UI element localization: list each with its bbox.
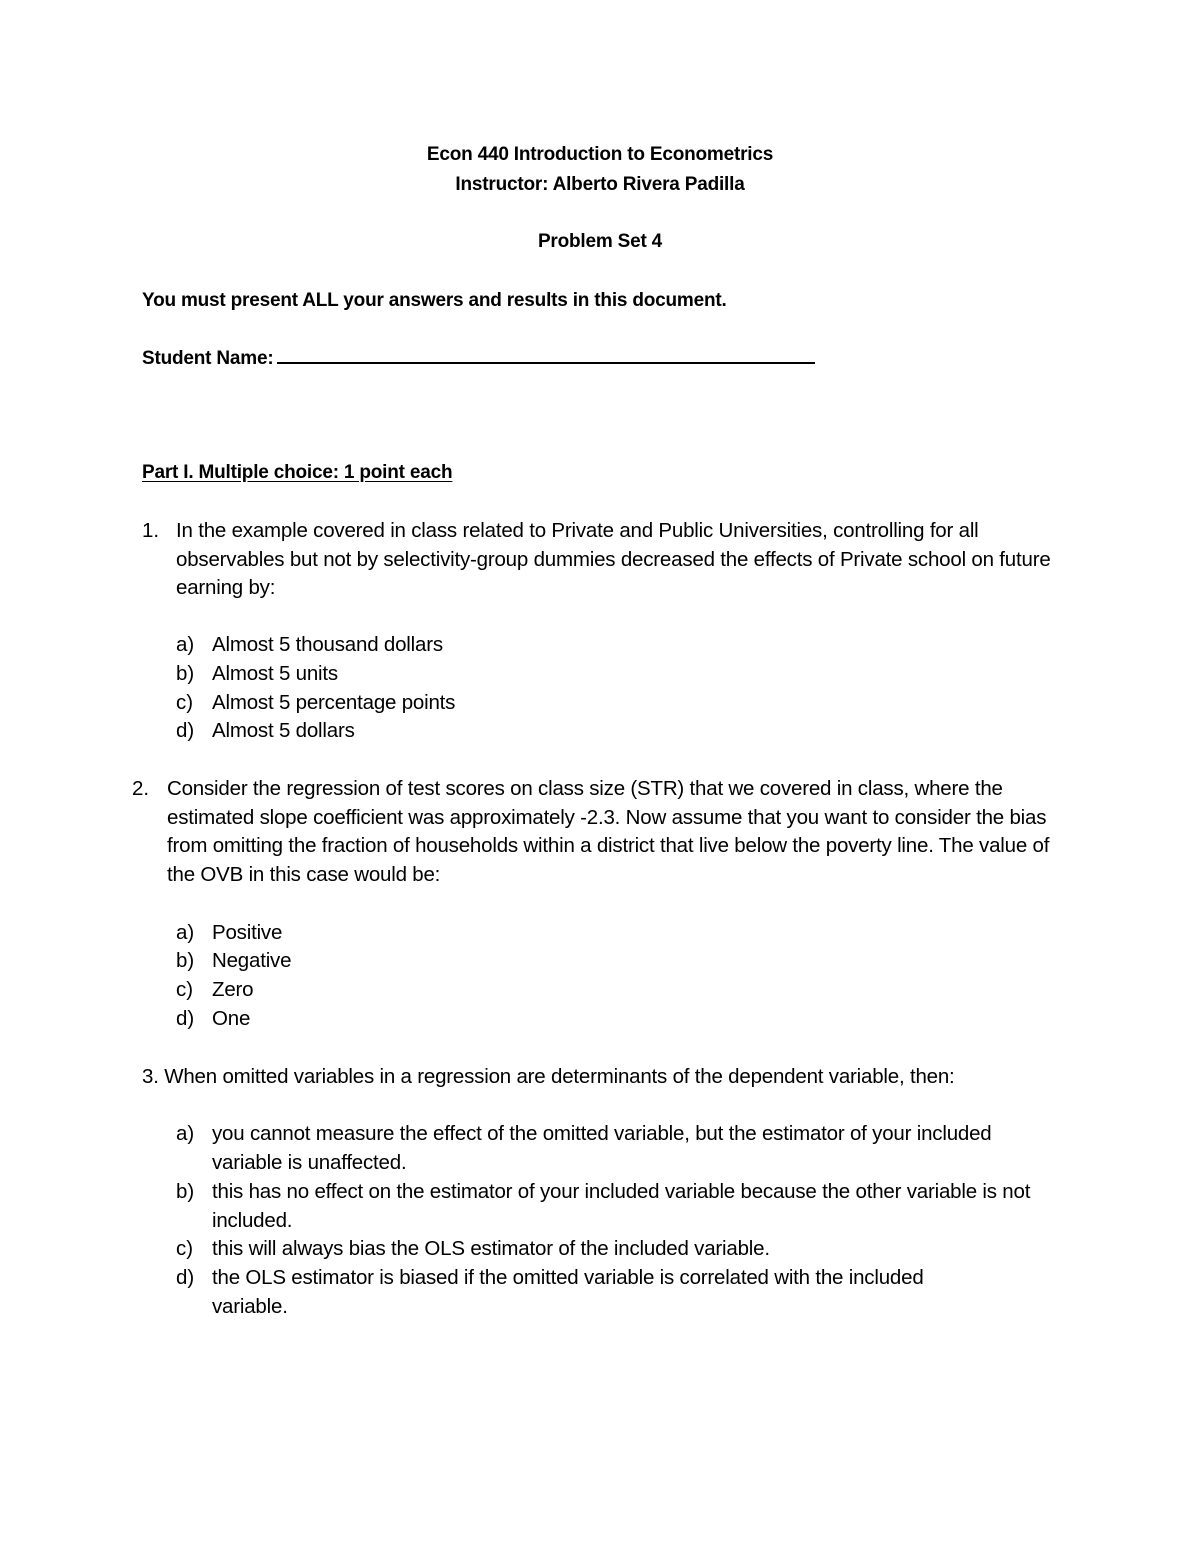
option-letter: b) — [176, 662, 195, 685]
option-text: Almost 5 percentage points — [212, 691, 456, 714]
option-letter: a) — [176, 1122, 195, 1145]
instructor-line: Instructor: Alberto Rivera Padilla — [455, 174, 745, 195]
option-letter: c) — [176, 691, 194, 714]
option-letter: c) — [176, 1237, 194, 1260]
student-name-row — [142, 344, 815, 374]
question-number: 1. — [142, 519, 160, 542]
option-text: Almost 5 units — [212, 662, 338, 685]
option-text: Zero — [212, 978, 254, 1001]
option-text: Positive — [212, 921, 283, 944]
option-letter: b) — [176, 1180, 195, 1203]
option-text: Almost 5 thousand dollars — [212, 633, 443, 656]
problem-set-title: Problem Set 4 — [537, 231, 663, 252]
option-text: this has no effect on the estimator of your included variable because the other variable is not included. — [212, 1180, 1031, 1232]
option-text: One — [212, 1007, 251, 1030]
question-text: In the example covered in class related to Private and Public Universities, controlling for all observables but not by selectivity-group dummies decreased the effects of Private school on future earning by: — [176, 519, 1051, 599]
question-text: Consider the regression of test scores on class size (STR) that we covered in class, where the estimated slope coefficient was approximately -2.3. Now assume that you want to consider the bias from omitting the fraction of households within a district that live below the poverty line. The value of the OVB in this case would be: — [167, 777, 1050, 886]
option-letter: d) — [176, 1266, 195, 1289]
option-letter: d) — [176, 719, 195, 742]
option-text: Negative — [212, 949, 292, 972]
student-name-label: Student Name: — [142, 348, 274, 369]
option-letter: c) — [176, 978, 194, 1001]
option-text: this will always bias the OLS estimator of the included variable. — [212, 1237, 770, 1260]
option-letter: a) — [176, 921, 195, 944]
question-text: When omitted variables in a regression are determinants of the dependent variable, then: — [164, 1065, 955, 1088]
option-text: you cannot measure the effect of the omitted variable, but the estimator of your included variable is unaffected. — [212, 1122, 992, 1174]
instructions: You must present ALL your answers and results in this document. — [142, 290, 727, 311]
option-letter: a) — [176, 633, 195, 656]
student-name-field[interactable] — [277, 344, 815, 364]
option-text: Almost 5 dollars — [212, 719, 355, 742]
question-number: 3. — [142, 1065, 159, 1088]
part1-heading: Part I. Multiple choice: 1 point each — [142, 462, 453, 483]
question-row — [142, 1063, 955, 1092]
question-number: 2. — [132, 777, 150, 800]
option-letter: d) — [176, 1007, 195, 1030]
option-letter: b) — [176, 949, 195, 972]
option-text: the OLS estimator is biased if the omitted variable is correlated with the included variable. — [212, 1266, 924, 1318]
course-title: Econ 440 Introduction to Econometrics — [426, 144, 774, 165]
